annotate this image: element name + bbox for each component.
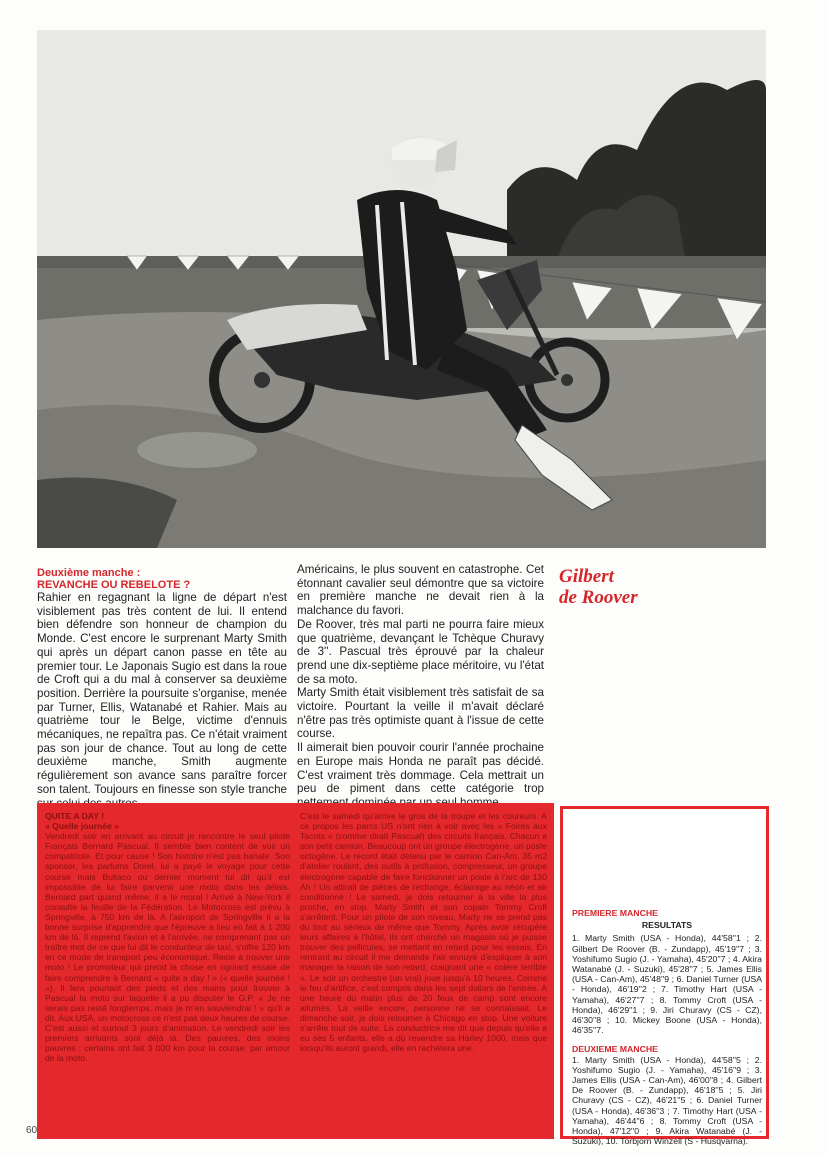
results-box [560,806,769,1147]
results-label: RESULTATS [641,920,693,931]
manche-1-results: 1. Marty Smith (USA - Honda), 44'58''1 ; 2. Gilbert De Roover (B. - Zundapp), 45'19''7 ; 3. Yoshifumo Sugio (J. - Yamaha), 45'20''7 ; 4. Akira Watanabé (J. - Suzuki), 45'28''7 ; 5. James Ellis (USA - Can-Am), 45'48''9 ; 6. Daniel Turner (USA - Honda), 46'19''2 ; 7. Timothy Hart (USA - Yamaha), 46'27''7 ; 8. Tommy Croft (USA - Honda), 46'29''1 ; 9. Jiri Churavy (CS - CZ), 46'30''8 ; 10. Mickey Boone (USA - Honda), 46'35''7. [572,933,762,1036]
article-column-2 [297,563,544,810]
photo-caption [559,566,679,608]
article-column-1 [37,567,287,810]
section-heading [37,567,287,591]
manche-1-title: PREMIERE MANCHE [572,908,658,918]
article-paragraph: Américains, le plus souvent en catastrophe. Cet étonnant cavalier seul démontre que sa victoire en première manche ne devait rien à la malchance du favori. [297,563,544,618]
section-heading-line-1: Deuxième manche : [37,567,141,579]
manche-2-title: DEUXIEME MANCHE [572,1044,658,1055]
sidebar-box [37,803,554,1139]
motocross-photo [37,30,766,548]
sidebar-text: C'est le samedi qu'arrive le gros de la troupe et les coureurs. A ce propos les parcs US n'ont rien à voir avec les « Foires aux Tacots » (comme dirait Pascual) des circuits français. Chacun a son petit camion. Beaucoup ont un groupe électrogène, un poste octogène. Le record était détenu par le camion Can-Am, 35 m2 d'atelier roulant, des outils à profusion, compresseur, un groupe électrogène capable de faire fonctionner un poste à l'arc de 130 Ah ! Un attirail de pièces de rechange, éclairage au néon et air conditionné ! Le samedi, je dois retourner à la ville la plus proche, en stop. Marty Smith et son copain Tommy Croft s'arrêtent. Pour un pilote de son niveau, Marty ne se prend pas du tout au sérieux de même que Tommy. Après avoir récupéré leurs affaires à l'hôtel, ils ont cherché un magasin où je puisse trouver des pellicules, se mettant en retard pour les essais. En rentrant au circuit il me demande l'air ennuyé d'expliquer à son manager la raison de son retard, craignant une « colère terrible ». Le soir un orchestre (un vrai) joue jusqu'à 10 heures. Comme le feu d'artifice, c'est compris dans les sept dollars de l'entrée. A une heure du matin plus de 20 feux de camp sont encore allumés. La veille encore, personne ne se connaissait. Le dimanche soir, je dois retourner à Chicago en stop. Une voiture s'arrête tout de suite. La conductrice me dit que depuis qu'elle a eu ses 5 enfants, elle a dû revendre sa Harley 1000, mais que lorsqu'ils auront grandi, elle en rachètera une. [300,811,547,1054]
article-paragraph: Rahier en regagnant la ligne de départ n'est visiblement pas très content de lui. Il entend bien défendre son honneur de champion du Monde. C'est encore le surprenant Marty Smith qui après un départ canon passe en tête au premier tour. Le Japonais Sugio est dans la roue de Croft qui a du mal à conserver sa deuxième position. Derrière la poursuite s'organise, menée par Turner, Ellis, Watanabé et Rahier. Mais au quatrième tour le Belge, victime d'ennuis mécaniques, ne repaîtra pas. Ce n'était vraiment pas son jour de chance. Tout au long de cette deuxième manche, Smith augmente régulièrement son avance sans paraître forcer son talent. Toujours en finesse son style tranche [37,591,287,796]
sidebar-column-2 [300,811,547,1053]
results-content [572,908,762,1146]
caption-line-2: de Roover [559,587,638,608]
article-paragraph: De Roover, très mal parti ne pourra faire mieux que quatrième, devançant le Tchèque Churavy de 3''. Pascual très éprouvé par la chaleur prend une dix-septième place méritoire, vu l'état de sa moto. [297,617,544,686]
sidebar-column-1 [45,811,290,1063]
article-paragraph: Il aimerait bien pouvoir courir l'année prochaine en Europe mais Honda ne paraît pas décidé. C'est vraiment très dommage. Cela mettrait un peu de piment dans cette catégorie trop [297,741,544,796]
sidebar-title: QUITE A DAY ! [45,811,105,821]
sidebar-subtitle: « Quelle journée » [45,821,120,832]
sidebar-text: Vendredi soir en arrivant au circuit je rencontre le seul pilote Français Bernard Pascual. Il semble bien content de voir un compatriote. Et pour cause ! Son histoire n'est pas banale. Son sponsor, les parfums Dorel, lui a payé le voyage pour cette course mais Bultaco ou dernier moment lui dit qu'il est impossible de lui faire parvenir une moto dans les délais. Bernard part quand même, il a le moral ! Arrivé à New-York il consulte la feuille de la Fédération. Le Motocross est prévu à Springville, à 750 km de là. A l'aéroport de Springville il a la bonne surprise d'apprendre que l'épreuve a lieu en fait à 1 200 km de là. Il reprend l'avion et à l'arrivée, ne comprenant pas un traître mot de ce que lui dit le conducteur de taxi, s'offre 120 km en ce mode de transport peu économique. Reste à trouver une moto ! Le promoteur qui prend la chose en rigolant essaie de faire comprendre à Bernard « quite a day ! » (« quelle journée ! »). Il fera pourtant des pieds et des mains pour trouver à Pascual la moto sur laquelle il a pu disputer le G.P. « Je ne serais pas resté longtemps, mais je m'en souviendrai ! » qu'il a dit. Aux USA, un motocross ce n'est pas deux heures de course. C'est aussi et surtout 3 jours d'animation. Le vendredi soir les premiers arrivants sont déjà là. Des pauvres, des moins pauvres : certains ont fait 3 000 km pour la course, par amour de la moto. [45,831,290,1064]
caption-line-1: Gilbert [559,566,614,587]
section-heading-line-2: REVANCHE OU REBELOTE ? [37,579,191,591]
article-paragraph: Marty Smith était visiblement très satisfait de sa victoire. Pourtant la veille il m'avait déclaré n'être pas très optimiste quant à l'issue de cette course. [297,686,544,741]
page-number: 60 [26,1125,38,1136]
manche-2-results: 1. Marty Smith (USA - Honda), 44'58''5 ; 2. Yoshifumo Sugio (J. - Yamaha), 45'16''9 ; 3. James Ellis (USA - Can-Am), 46'00''8 ; 4. Gilbert De Roover (B. - Zundapp), 46'18''5 ; 5. Jiri Churavy (CS - CZ), 46'21''5 ; 6. Daniel Turner (USA - Honda), 46'36''3 ; 7. Timothy Hart (USA - Yamaha), 46'44''6 ; 8. Tommy Croft (USA - Honda), 47'12''0 ; 9. Akira Watanabé (J. - Suzuki), 10. Torbjorn Winzell (S - Husqvarna). [572,1054,762,1147]
